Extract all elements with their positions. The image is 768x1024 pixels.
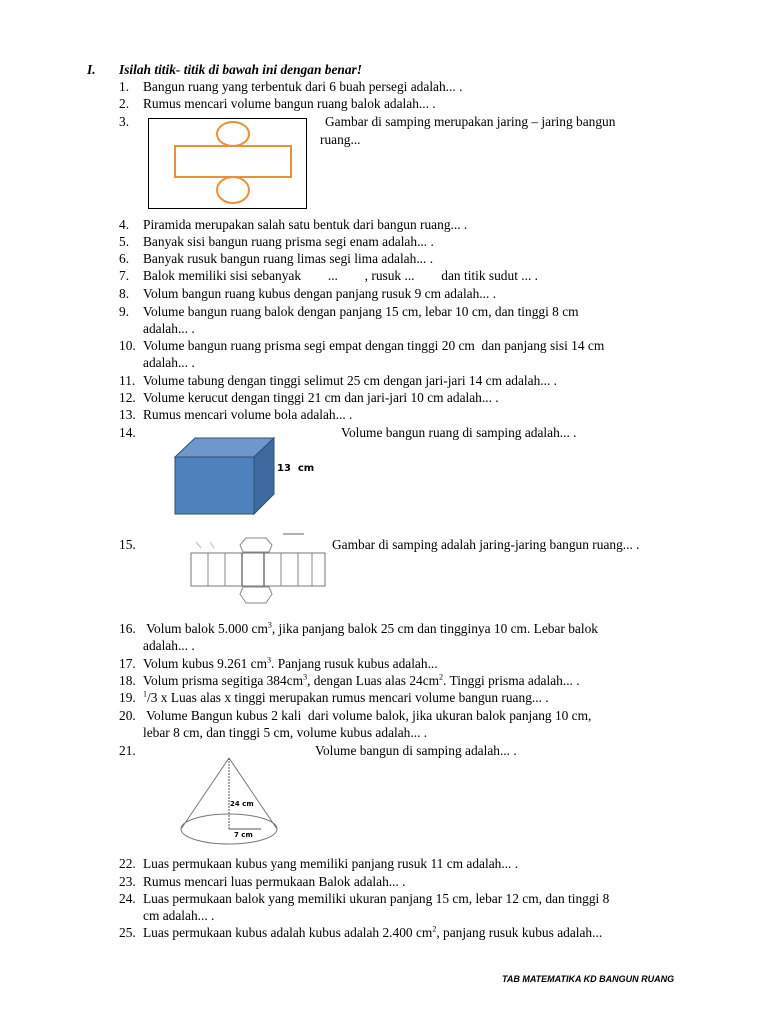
cone-radius-label: 7 cm	[234, 831, 253, 839]
fraction-denominator: /3	[147, 690, 158, 705]
question-number: 23.	[119, 874, 136, 889]
text-part: Luas permukaan kubus adalah kubus adalah 2.400 cm	[143, 925, 433, 940]
section-instruction: Isilah titik- titik di bawah ini dengan benar!	[119, 62, 362, 77]
text-part: , jika panjang balok 25 cm dan tingginya 10 cm. Lebar balok	[271, 621, 598, 636]
prism-net-figure	[188, 528, 328, 610]
net-top-circle	[217, 122, 249, 146]
question-number: 19.	[119, 690, 136, 705]
question-text: Banyak rusuk bangun ruang limas segi lima adalah... .	[143, 251, 434, 266]
question-text: Rumus mencari luas permukaan Balok adalah... .	[143, 874, 406, 889]
text-part: Volum kubus 9.261 cm	[143, 656, 267, 671]
question-text: Volume kerucut dengan tinggi 21 cm dan jari-jari 10 cm adalah... .	[143, 390, 499, 405]
question-text: Volume bangun ruang balok dengan panjang 15 cm, lebar 10 cm, dan tinggi 8 cm	[143, 304, 579, 319]
section-number: I.	[87, 62, 96, 77]
question-number: 20.	[119, 708, 136, 723]
question-number: 14.	[119, 425, 136, 440]
question-text	[143, 621, 598, 637]
question-text: Volume bangun ruang di samping adalah... .	[341, 425, 577, 440]
superscript: 3	[267, 620, 272, 630]
question-text: Volume Bangun kubus 2 kali dari volume balok, jika ukuran balok panjang 10 cm,	[143, 708, 592, 723]
question-text-continued: adalah... .	[143, 321, 195, 336]
text-part: , dengan Luas alas 24cm	[307, 673, 440, 688]
question-number: 17.	[119, 656, 136, 671]
net-top-octagon	[240, 538, 272, 552]
cone-slant-right	[229, 758, 277, 829]
page-footer: TAB MATEMATIKA KD BANGUN RUANG	[502, 974, 675, 984]
question-number: 8.	[119, 286, 130, 301]
question-number: 24.	[119, 891, 136, 906]
net-bottom-octagon	[240, 587, 272, 603]
fraction-numerator: 1	[143, 689, 147, 699]
question-text-continued: adalah... .	[143, 355, 195, 370]
question-number: 18.	[119, 673, 136, 688]
question-text: Luas permukaan kubus yang memiliki panjang rusuk 11 cm adalah... .	[143, 856, 519, 871]
question-number: 15.	[119, 537, 136, 552]
question-text: Volume bangun ruang prisma segi empat dengan tinggi 20 cm dan panjang sisi 14 cm	[143, 338, 605, 353]
figure-frame	[149, 119, 307, 209]
question-text: Luas permukaan balok yang memiliki ukuran panjang 15 cm, lebar 12 cm, dan tinggi 8	[143, 891, 610, 906]
question-text-continued: ruang...	[320, 132, 361, 147]
question-number: 2.	[119, 96, 130, 111]
net-rectangle	[175, 146, 291, 177]
cube-front-face	[175, 457, 254, 514]
text-part: , panjang rusuk kubus adalah...	[436, 925, 603, 940]
question-number: 10.	[119, 338, 136, 353]
question-number: 25.	[119, 925, 136, 940]
text-part: x Luas alas x tinggi merupakan rumus mencari volume bangun ruang... .	[157, 690, 549, 705]
question-text: Rumus mencari volume bola adalah... .	[143, 407, 353, 422]
question-number: 13.	[119, 407, 136, 422]
question-number: 9.	[119, 304, 130, 319]
question-number: 6.	[119, 251, 130, 266]
superscript: 2	[439, 672, 444, 682]
question-text: Balok memiliki sisi sebanyak ... , rusuk ... dan titik sudut ... .	[143, 268, 539, 283]
cube-side-label: 13 cm	[277, 463, 315, 474]
question-number: 11.	[119, 373, 136, 388]
text-part: . Tinggi prisma adalah... .	[443, 673, 580, 688]
question-text-continued: adalah... .	[143, 638, 195, 653]
net-bottom-circle	[217, 177, 249, 203]
question-text-continued: lebar 8 cm, dan tinggi 5 cm, volume kubus adalah... .	[143, 725, 428, 740]
cone-slant-left	[181, 758, 229, 829]
question-number: 12.	[119, 390, 136, 405]
question-text	[143, 656, 438, 672]
question-text: Piramida merupakan salah satu bentuk dari bangun ruang... .	[143, 217, 468, 232]
net-mark	[210, 542, 214, 548]
superscript: 3	[267, 655, 271, 665]
text-part: . Panjang rusuk kubus adalah...	[271, 656, 438, 671]
question-number: 7.	[119, 268, 130, 283]
cone-height-label: 24 cm	[230, 800, 254, 808]
text-part: Volum balok 5.000 cm	[143, 621, 268, 636]
cube-figure	[172, 436, 282, 516]
question-number: 3.	[119, 114, 130, 129]
question-text: Rumus mencari volume bangun ruang balok adalah... .	[143, 96, 436, 111]
net-mark	[196, 542, 201, 548]
question-text: Banyak sisi bangun ruang prisma segi enam adalah... .	[143, 234, 434, 249]
text-part: Volum prisma segitiga 384cm	[143, 673, 304, 688]
question-text: Volume bangun di samping adalah... .	[315, 743, 517, 758]
cylinder-net-figure	[148, 118, 308, 210]
question-number: 4.	[119, 217, 130, 232]
question-text: Gambar di samping adalah jaring-jaring bangun ruang... .	[332, 537, 640, 552]
question-text: Gambar di samping merupakan jaring – jaring bangun	[325, 114, 616, 129]
question-text	[143, 925, 602, 941]
question-number: 5.	[119, 234, 130, 249]
question-text: Volum bangun ruang kubus dengan panjang rusuk 9 cm adalah... .	[143, 286, 497, 301]
question-text: Volume tabung dengan tinggi selimut 25 cm dengan jari-jari 14 cm adalah... .	[143, 373, 558, 388]
superscript: 3	[303, 672, 308, 682]
question-number: 1.	[119, 79, 130, 94]
question-number: 21.	[119, 743, 136, 758]
question-text: Bangun ruang yang terbentuk dari 6 buah persegi adalah... .	[143, 79, 463, 94]
question-text-continued: cm adalah... .	[143, 908, 215, 923]
question-text	[143, 673, 580, 689]
question-text	[143, 690, 549, 706]
net-lateral-strip	[191, 553, 325, 586]
question-number: 22.	[119, 856, 136, 871]
superscript: 2	[432, 924, 437, 934]
question-number: 16.	[119, 621, 136, 636]
